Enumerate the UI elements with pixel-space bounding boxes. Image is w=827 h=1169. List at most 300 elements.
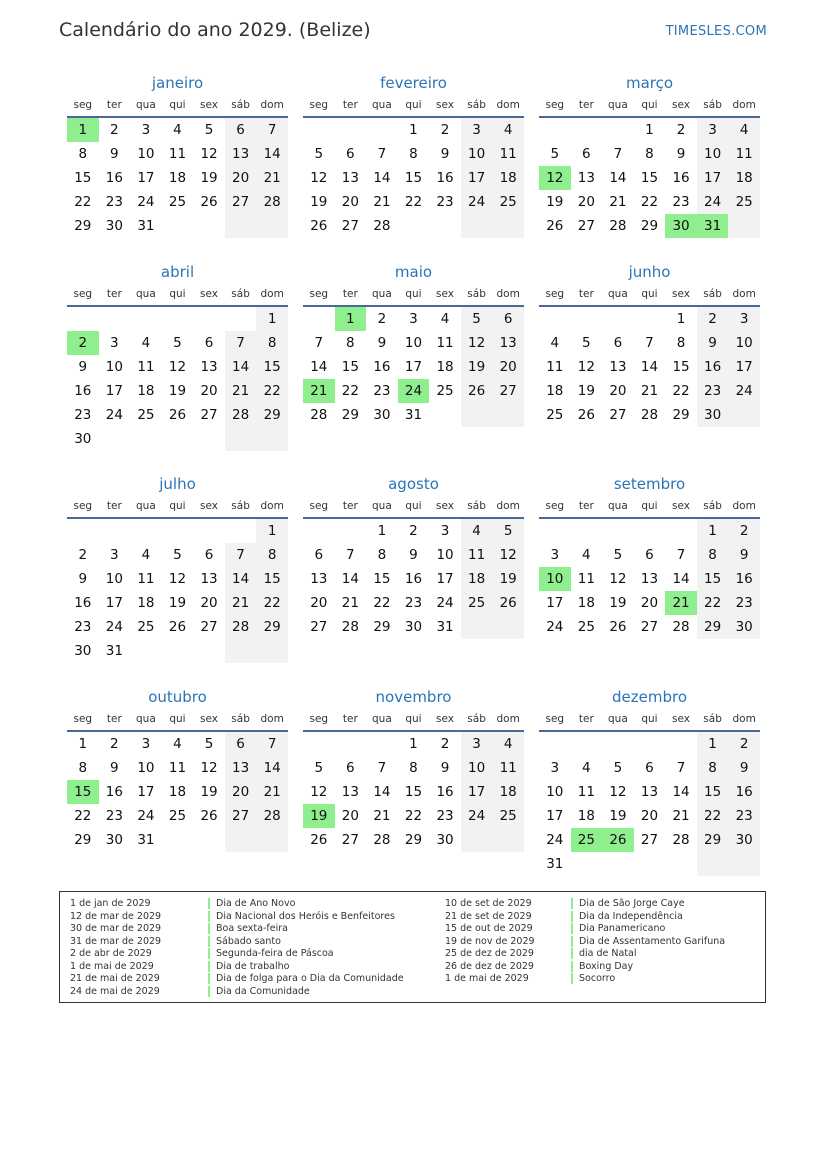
day-cell[interactable]: 26 — [168, 407, 187, 423]
day-cell[interactable]: 15 — [404, 170, 423, 186]
day-cell[interactable]: 19 — [200, 784, 218, 800]
day-cell[interactable]: 15 — [672, 359, 690, 375]
day-cell[interactable]: 1 — [409, 736, 418, 752]
day-cell[interactable]: 3 — [550, 760, 560, 776]
day-cell[interactable]: 18 — [577, 595, 595, 611]
day-cell[interactable]: 21 — [373, 194, 391, 210]
day-cell[interactable]: 20 — [492, 355, 524, 379]
day-cell[interactable]: 14 — [310, 359, 328, 375]
day-cell[interactable]: 20 — [200, 383, 218, 399]
day-cell[interactable]: 19 — [168, 595, 187, 611]
day-cell[interactable]: 23 — [74, 407, 92, 423]
day-cell[interactable]: 17 — [697, 166, 729, 190]
day-cell[interactable]: 19 — [461, 355, 493, 379]
day-cell[interactable]: 10 — [105, 359, 123, 375]
day-cell[interactable]: 7 — [314, 335, 324, 351]
day-cell[interactable]: 19 — [168, 383, 187, 399]
day-cell[interactable]: 5 — [582, 335, 591, 351]
day-cell[interactable]: 14 — [373, 784, 391, 800]
day-cell[interactable]: 11 — [492, 142, 524, 166]
day-cell[interactable]: 11 — [728, 142, 760, 166]
day-cell[interactable]: 24 — [105, 619, 123, 635]
day-cell[interactable]: 20 — [640, 595, 659, 611]
day-cell[interactable]: 22 — [697, 804, 729, 828]
day-cell[interactable]: 27 — [640, 832, 659, 848]
day-cell[interactable]: 10 — [105, 571, 123, 587]
day-cell[interactable]: 23 — [728, 591, 760, 615]
day-cell[interactable]: 17 — [728, 355, 760, 379]
day-cell[interactable]: 17 — [461, 780, 493, 804]
day-cell[interactable]: 2 — [728, 519, 760, 543]
day-cell[interactable]: 6 — [645, 547, 654, 563]
day-cell[interactable]: 24 — [398, 379, 430, 403]
day-cell[interactable]: 22 — [74, 808, 92, 824]
day-cell[interactable]: 11 — [168, 760, 187, 776]
day-cell[interactable]: 4 — [173, 122, 182, 138]
day-cell[interactable]: 4 — [582, 547, 591, 563]
day-cell[interactable]: 3 — [110, 547, 119, 563]
day-cell[interactable]: 24 — [461, 190, 493, 214]
day-cell[interactable]: 30 — [436, 832, 454, 848]
day-cell[interactable]: 1 — [697, 732, 729, 756]
day-cell[interactable]: 14 — [373, 170, 391, 186]
day-cell[interactable]: 24 — [436, 595, 454, 611]
day-cell[interactable]: 19 — [492, 567, 524, 591]
day-cell[interactable]: 30 — [404, 619, 423, 635]
day-cell[interactable]: 25 — [168, 808, 187, 824]
day-cell[interactable]: 3 — [728, 307, 760, 331]
day-cell[interactable]: 18 — [436, 359, 454, 375]
day-cell[interactable]: 30 — [105, 832, 123, 848]
day-cell[interactable]: 21 — [303, 379, 335, 403]
day-cell[interactable]: 6 — [225, 118, 257, 142]
day-cell[interactable]: 2 — [676, 122, 686, 138]
day-cell[interactable]: 21 — [672, 808, 690, 824]
day-cell[interactable]: 10 — [697, 142, 729, 166]
day-cell[interactable]: 27 — [609, 407, 627, 423]
brand-link[interactable]: TIMESLES.COM — [665, 24, 767, 39]
day-cell[interactable]: 4 — [550, 335, 560, 351]
day-cell[interactable]: 7 — [256, 118, 288, 142]
day-cell[interactable]: 5 — [314, 146, 324, 162]
day-cell[interactable]: 18 — [577, 808, 595, 824]
day-cell[interactable]: 7 — [676, 760, 686, 776]
day-cell[interactable]: 17 — [105, 383, 123, 399]
day-cell[interactable]: 5 — [613, 760, 623, 776]
day-cell[interactable]: 11 — [546, 359, 564, 375]
day-cell[interactable]: 27 — [225, 190, 257, 214]
day-cell[interactable]: 11 — [577, 571, 595, 587]
day-cell[interactable]: 27 — [200, 407, 218, 423]
day-cell[interactable]: 3 — [461, 118, 493, 142]
day-cell[interactable]: 28 — [341, 619, 359, 635]
day-cell[interactable]: 7 — [377, 760, 387, 776]
day-cell[interactable]: 21 — [373, 808, 391, 824]
day-cell[interactable]: 7 — [645, 335, 654, 351]
day-cell[interactable]: 16 — [728, 567, 760, 591]
day-cell[interactable]: 14 — [256, 142, 288, 166]
day-cell[interactable]: 9 — [78, 571, 88, 587]
day-cell[interactable]: 25 — [577, 619, 595, 635]
day-cell[interactable]: 5 — [173, 335, 182, 351]
day-cell[interactable]: 21 — [256, 780, 288, 804]
day-cell[interactable]: 30 — [74, 643, 92, 659]
day-cell[interactable]: 6 — [346, 146, 355, 162]
day-cell[interactable]: 16 — [373, 359, 391, 375]
day-cell[interactable]: 6 — [314, 547, 324, 563]
day-cell[interactable]: 26 — [168, 619, 187, 635]
day-cell[interactable]: 16 — [74, 595, 92, 611]
day-cell[interactable]: 20 — [577, 194, 595, 210]
day-cell[interactable]: 22 — [672, 383, 690, 399]
day-cell[interactable]: 8 — [409, 146, 418, 162]
day-cell[interactable]: 15 — [67, 780, 99, 804]
day-cell[interactable]: 29 — [74, 832, 92, 848]
day-cell[interactable]: 13 — [492, 331, 524, 355]
day-cell[interactable]: 30 — [728, 828, 760, 852]
day-cell[interactable]: 13 — [225, 142, 257, 166]
day-cell[interactable]: 24 — [105, 407, 123, 423]
day-cell[interactable]: 25 — [728, 190, 760, 214]
day-cell[interactable]: 12 — [168, 571, 187, 587]
day-cell[interactable]: 2 — [440, 736, 450, 752]
day-cell[interactable]: 11 — [137, 571, 155, 587]
day-cell[interactable]: 21 — [665, 591, 697, 615]
day-cell[interactable]: 16 — [105, 170, 123, 186]
day-cell[interactable]: 29 — [256, 403, 288, 427]
day-cell[interactable]: 27 — [225, 804, 257, 828]
day-cell[interactable]: 16 — [436, 170, 454, 186]
day-cell[interactable]: 17 — [404, 359, 423, 375]
day-cell[interactable]: 9 — [110, 760, 119, 776]
day-cell[interactable]: 12 — [310, 170, 328, 186]
day-cell[interactable]: 13 — [200, 571, 218, 587]
day-cell[interactable]: 15 — [404, 784, 423, 800]
day-cell[interactable]: 22 — [256, 379, 288, 403]
day-cell[interactable]: 1 — [78, 736, 88, 752]
day-cell[interactable]: 12 — [461, 331, 493, 355]
day-cell[interactable]: 11 — [492, 756, 524, 780]
day-cell[interactable]: 13 — [640, 571, 659, 587]
day-cell[interactable]: 14 — [225, 355, 257, 379]
day-cell[interactable]: 25 — [137, 407, 155, 423]
day-cell[interactable]: 12 — [609, 784, 627, 800]
day-cell[interactable]: 7 — [676, 547, 686, 563]
day-cell[interactable]: 27 — [640, 619, 659, 635]
day-cell[interactable]: 7 — [377, 146, 387, 162]
day-cell[interactable]: 25 — [492, 190, 524, 214]
day-cell[interactable]: 14 — [672, 571, 690, 587]
day-cell[interactable]: 14 — [672, 784, 690, 800]
day-cell[interactable]: 14 — [341, 571, 359, 587]
day-cell[interactable]: 15 — [341, 359, 359, 375]
day-cell[interactable]: 19 — [609, 595, 627, 611]
day-cell[interactable]: 4 — [141, 547, 151, 563]
day-cell[interactable]: 24 — [728, 379, 760, 403]
day-cell[interactable]: 15 — [373, 571, 391, 587]
day-cell[interactable]: 10 — [539, 567, 571, 591]
day-cell[interactable]: 26 — [602, 828, 634, 852]
day-cell[interactable]: 24 — [546, 619, 564, 635]
day-cell[interactable]: 18 — [492, 166, 524, 190]
day-cell[interactable]: 20 — [225, 780, 257, 804]
day-cell[interactable]: 20 — [341, 808, 359, 824]
day-cell[interactable]: 20 — [225, 166, 257, 190]
day-cell[interactable]: 14 — [609, 170, 627, 186]
day-cell[interactable]: 8 — [645, 146, 654, 162]
day-cell[interactable]: 2 — [67, 331, 99, 355]
day-cell[interactable]: 15 — [640, 170, 659, 186]
day-cell[interactable]: 13 — [225, 756, 257, 780]
day-cell[interactable]: 4 — [492, 732, 524, 756]
day-cell[interactable]: 23 — [373, 383, 391, 399]
day-cell[interactable]: 23 — [697, 379, 729, 403]
day-cell[interactable]: 21 — [640, 383, 659, 399]
day-cell[interactable]: 3 — [440, 523, 450, 539]
day-cell[interactable]: 28 — [225, 403, 257, 427]
day-cell[interactable]: 10 — [404, 335, 423, 351]
day-cell[interactable]: 15 — [256, 567, 288, 591]
day-cell[interactable]: 29 — [256, 615, 288, 639]
day-cell[interactable]: 12 — [609, 571, 627, 587]
day-cell[interactable]: 24 — [697, 190, 729, 214]
day-cell[interactable]: 20 — [310, 595, 328, 611]
day-cell[interactable]: 31 — [546, 856, 564, 872]
day-cell[interactable]: 4 — [582, 760, 591, 776]
day-cell[interactable]: 29 — [640, 218, 659, 234]
day-cell[interactable]: 1 — [256, 307, 288, 331]
day-cell[interactable]: 23 — [436, 808, 454, 824]
day-cell[interactable]: 10 — [436, 547, 454, 563]
day-cell[interactable]: 23 — [74, 619, 92, 635]
day-cell[interactable]: 26 — [609, 619, 627, 635]
day-cell[interactable]: 16 — [728, 780, 760, 804]
day-cell[interactable]: 14 — [256, 756, 288, 780]
day-cell[interactable]: 18 — [728, 166, 760, 190]
day-cell[interactable]: 27 — [341, 218, 359, 234]
day-cell[interactable]: 8 — [78, 760, 88, 776]
day-cell[interactable]: 28 — [225, 615, 257, 639]
day-cell[interactable]: 25 — [168, 194, 187, 210]
day-cell[interactable]: 26 — [492, 591, 524, 615]
day-cell[interactable]: 19 — [546, 194, 564, 210]
day-cell[interactable]: 16 — [404, 571, 423, 587]
day-cell[interactable]: 7 — [225, 331, 257, 355]
day-cell[interactable]: 21 — [256, 166, 288, 190]
day-cell[interactable]: 10 — [137, 146, 155, 162]
day-cell[interactable]: 2 — [78, 547, 88, 563]
day-cell[interactable]: 29 — [341, 407, 359, 423]
day-cell[interactable]: 3 — [461, 732, 493, 756]
day-cell[interactable]: 11 — [436, 335, 454, 351]
day-cell[interactable]: 9 — [440, 760, 450, 776]
day-cell[interactable]: 6 — [613, 335, 623, 351]
day-cell[interactable]: 16 — [105, 784, 123, 800]
day-cell[interactable]: 20 — [200, 595, 218, 611]
day-cell[interactable]: 8 — [676, 335, 686, 351]
day-cell[interactable]: 12 — [310, 784, 328, 800]
day-cell[interactable]: 30 — [728, 615, 760, 639]
day-cell[interactable]: 25 — [492, 804, 524, 828]
day-cell[interactable]: 13 — [310, 571, 328, 587]
day-cell[interactable]: 24 — [546, 832, 564, 848]
day-cell[interactable]: 5 — [613, 547, 623, 563]
day-cell[interactable]: 22 — [256, 591, 288, 615]
day-cell[interactable]: 6 — [204, 335, 214, 351]
day-cell[interactable]: 2 — [377, 311, 387, 327]
day-cell[interactable]: 3 — [409, 311, 418, 327]
day-cell[interactable]: 15 — [697, 780, 729, 804]
day-cell[interactable]: 4 — [461, 519, 493, 543]
day-cell[interactable]: 13 — [341, 170, 359, 186]
day-cell[interactable]: 11 — [577, 784, 595, 800]
day-cell[interactable]: 29 — [697, 828, 729, 852]
day-cell[interactable]: 7 — [225, 543, 257, 567]
day-cell[interactable]: 3 — [110, 335, 119, 351]
day-cell[interactable]: 9 — [676, 146, 686, 162]
day-cell[interactable]: 8 — [78, 146, 88, 162]
day-cell[interactable]: 28 — [672, 619, 690, 635]
day-cell[interactable]: 10 — [461, 756, 493, 780]
day-cell[interactable]: 18 — [168, 784, 187, 800]
day-cell[interactable]: 28 — [256, 190, 288, 214]
day-cell[interactable]: 1 — [67, 118, 99, 142]
day-cell[interactable]: 13 — [200, 359, 218, 375]
day-cell[interactable]: 17 — [546, 808, 564, 824]
day-cell[interactable]: 26 — [200, 808, 218, 824]
day-cell[interactable]: 4 — [173, 736, 182, 752]
day-cell[interactable]: 19 — [303, 804, 335, 828]
day-cell[interactable]: 23 — [672, 194, 690, 210]
day-cell[interactable]: 26 — [310, 218, 328, 234]
day-cell[interactable]: 13 — [341, 784, 359, 800]
day-cell[interactable]: 12 — [539, 166, 571, 190]
day-cell[interactable]: 18 — [546, 383, 564, 399]
day-cell[interactable]: 26 — [200, 194, 218, 210]
day-cell[interactable]: 17 — [461, 166, 493, 190]
day-cell[interactable]: 1 — [676, 311, 686, 327]
day-cell[interactable]: 17 — [137, 784, 155, 800]
day-cell[interactable]: 9 — [110, 146, 119, 162]
day-cell[interactable]: 16 — [74, 383, 92, 399]
day-cell[interactable]: 30 — [697, 403, 729, 427]
day-cell[interactable]: 1 — [256, 519, 288, 543]
day-cell[interactable]: 8 — [697, 543, 729, 567]
day-cell[interactable]: 27 — [341, 832, 359, 848]
day-cell[interactable]: 31 — [137, 218, 155, 234]
day-cell[interactable]: 31 — [436, 619, 454, 635]
day-cell[interactable]: 6 — [492, 307, 524, 331]
day-cell[interactable]: 12 — [492, 543, 524, 567]
day-cell[interactable]: 11 — [137, 359, 155, 375]
day-cell[interactable]: 22 — [404, 194, 423, 210]
day-cell[interactable]: 16 — [672, 170, 690, 186]
day-cell[interactable]: 17 — [436, 571, 454, 587]
day-cell[interactable]: 16 — [697, 355, 729, 379]
day-cell[interactable]: 28 — [256, 804, 288, 828]
day-cell[interactable]: 11 — [168, 146, 187, 162]
day-cell[interactable]: 22 — [341, 383, 359, 399]
day-cell[interactable]: 25 — [461, 591, 493, 615]
day-cell[interactable]: 18 — [137, 383, 155, 399]
day-cell[interactable]: 2 — [110, 122, 119, 138]
day-cell[interactable]: 30 — [74, 431, 92, 447]
day-cell[interactable]: 21 — [341, 595, 359, 611]
day-cell[interactable]: 5 — [204, 122, 214, 138]
day-cell[interactable]: 6 — [346, 760, 355, 776]
day-cell[interactable]: 17 — [137, 170, 155, 186]
day-cell[interactable]: 18 — [137, 595, 155, 611]
day-cell[interactable]: 27 — [492, 379, 524, 403]
day-cell[interactable]: 25 — [571, 828, 603, 852]
day-cell[interactable]: 19 — [310, 194, 328, 210]
day-cell[interactable]: 29 — [697, 615, 729, 639]
day-cell[interactable]: 27 — [577, 218, 595, 234]
day-cell[interactable]: 7 — [613, 146, 623, 162]
day-cell[interactable]: 9 — [728, 756, 760, 780]
day-cell[interactable]: 8 — [409, 760, 418, 776]
day-cell[interactable]: 8 — [256, 543, 288, 567]
day-cell[interactable]: 13 — [577, 170, 595, 186]
day-cell[interactable]: 28 — [310, 407, 328, 423]
day-cell[interactable]: 1 — [335, 307, 367, 331]
day-cell[interactable]: 31 — [137, 832, 155, 848]
day-cell[interactable]: 22 — [373, 595, 391, 611]
day-cell[interactable]: 27 — [310, 619, 328, 635]
day-cell[interactable]: 17 — [105, 595, 123, 611]
day-cell[interactable]: 23 — [404, 595, 423, 611]
day-cell[interactable]: 23 — [105, 194, 123, 210]
day-cell[interactable]: 18 — [168, 170, 187, 186]
day-cell[interactable]: 22 — [74, 194, 92, 210]
day-cell[interactable]: 24 — [137, 808, 155, 824]
day-cell[interactable]: 5 — [204, 736, 214, 752]
day-cell[interactable]: 28 — [672, 832, 690, 848]
day-cell[interactable]: 9 — [440, 146, 450, 162]
day-cell[interactable]: 2 — [409, 523, 418, 539]
day-cell[interactable]: 9 — [697, 331, 729, 355]
day-cell[interactable]: 22 — [697, 591, 729, 615]
day-cell[interactable]: 20 — [341, 194, 359, 210]
day-cell[interactable]: 22 — [640, 194, 659, 210]
day-cell[interactable]: 31 — [404, 407, 423, 423]
day-cell[interactable]: 25 — [436, 383, 454, 399]
day-cell[interactable]: 30 — [665, 214, 697, 238]
day-cell[interactable]: 16 — [436, 784, 454, 800]
day-cell[interactable]: 29 — [74, 218, 92, 234]
day-cell[interactable]: 30 — [373, 407, 391, 423]
day-cell[interactable]: 15 — [256, 355, 288, 379]
day-cell[interactable]: 13 — [640, 784, 659, 800]
day-cell[interactable]: 20 — [640, 808, 659, 824]
day-cell[interactable]: 8 — [256, 331, 288, 355]
day-cell[interactable]: 28 — [373, 218, 391, 234]
day-cell[interactable]: 26 — [461, 379, 493, 403]
day-cell[interactable]: 19 — [609, 808, 627, 824]
day-cell[interactable]: 25 — [546, 407, 564, 423]
day-cell[interactable]: 10 — [461, 142, 493, 166]
day-cell[interactable]: 26 — [577, 407, 595, 423]
day-cell[interactable]: 9 — [728, 543, 760, 567]
day-cell[interactable]: 23 — [728, 804, 760, 828]
day-cell[interactable]: 2 — [110, 736, 119, 752]
day-cell[interactable]: 3 — [550, 547, 560, 563]
day-cell[interactable]: 14 — [640, 359, 659, 375]
day-cell[interactable]: 6 — [582, 146, 591, 162]
day-cell[interactable]: 18 — [461, 567, 493, 591]
day-cell[interactable]: 17 — [546, 595, 564, 611]
day-cell[interactable]: 3 — [141, 122, 151, 138]
